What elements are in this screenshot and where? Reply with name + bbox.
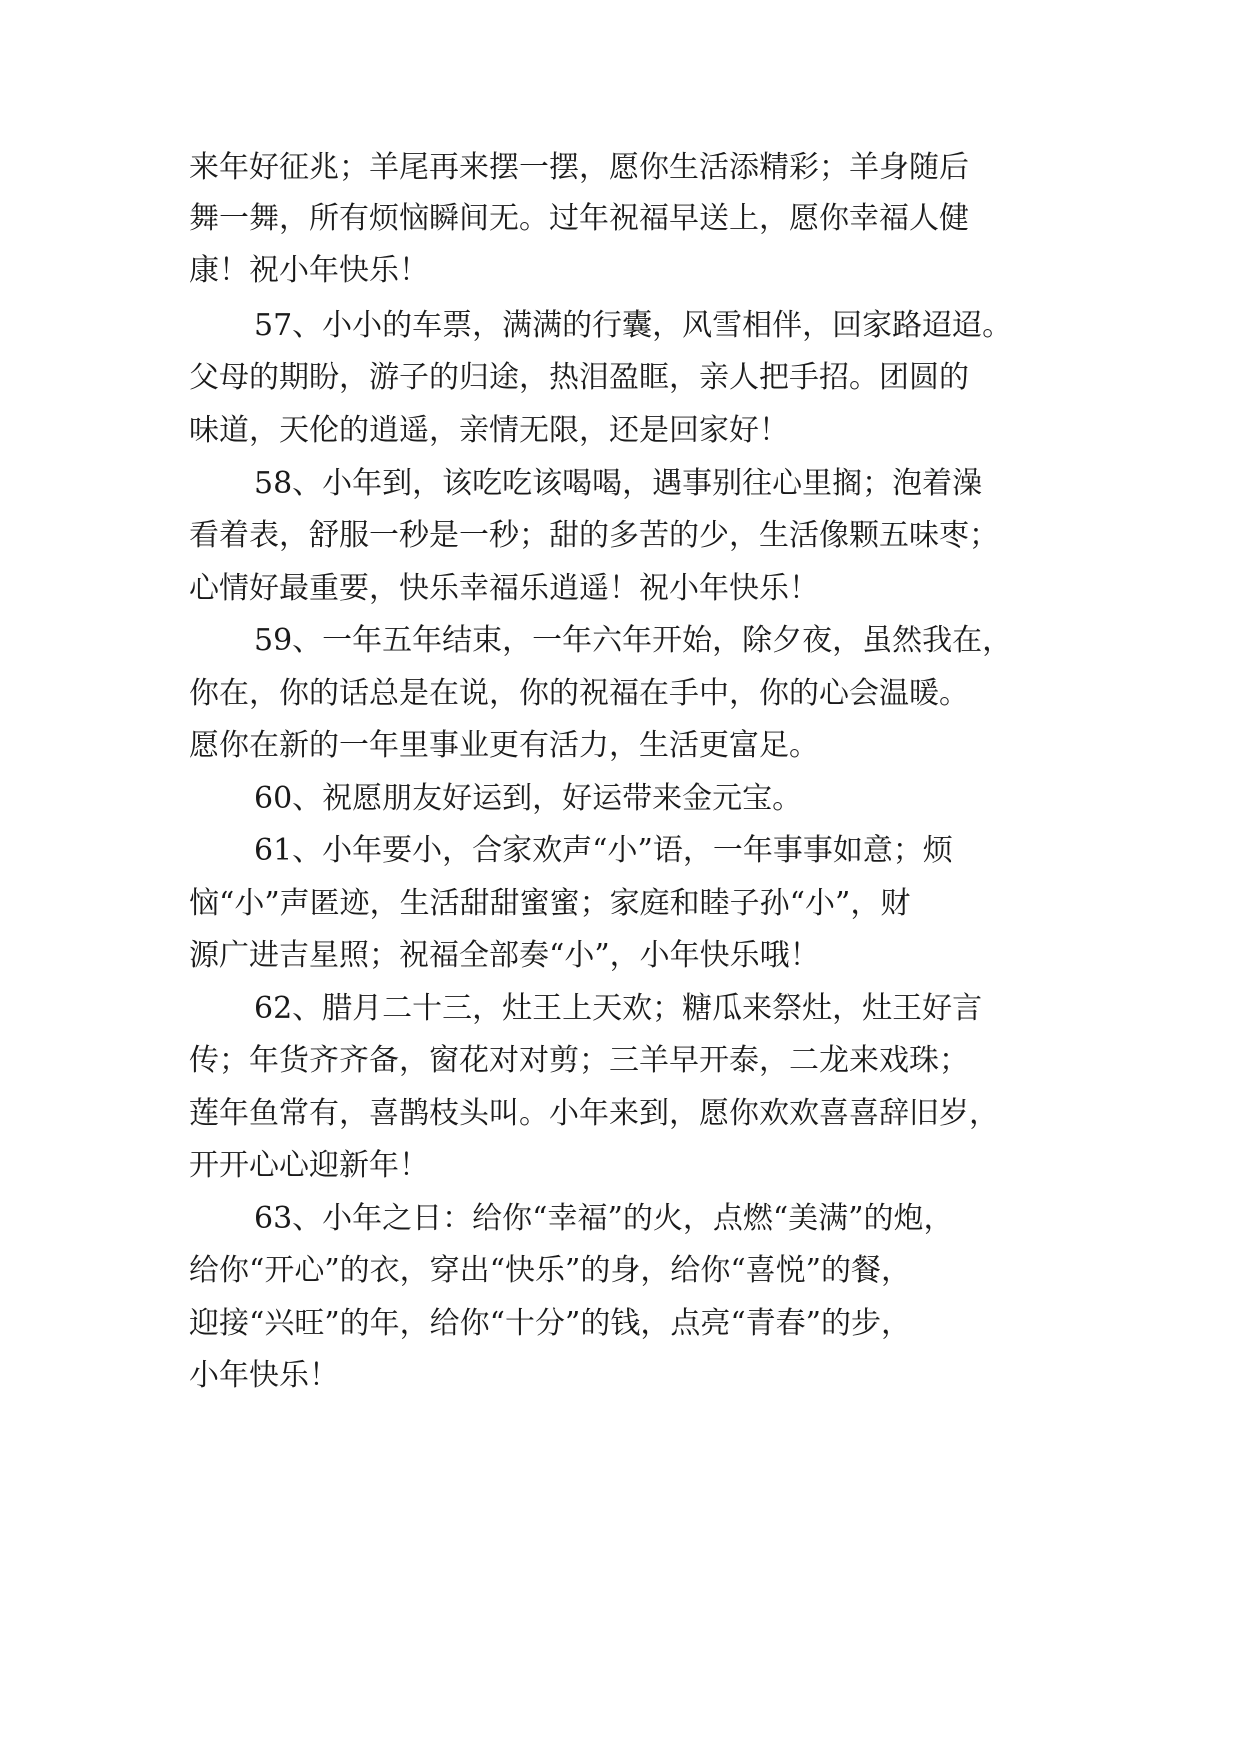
text-line: 小年快乐！ <box>189 1358 339 1393</box>
text-line: 父母的期盼，游子的归途，热泪盈眶，亲人把手招。团圆的 <box>189 360 969 395</box>
text-line: 愿你在新的一年里事业更有活力，生活更富足。 <box>189 728 819 763</box>
text-line: 你在，你的话总是在说，你的祝福在手中，你的心会温暖。 <box>189 676 969 711</box>
text-line: 源广进吉星照；祝福全部奏“小”，小年快乐哦！ <box>189 938 820 973</box>
paragraph-57-line: 57、小小的车票，满满的行囊，风雪相伴，回家路迢迢。 <box>254 308 1013 343</box>
paragraph-63-line: 63、小年之日：给你“幸福”的火，点燃“美满”的炮， <box>254 1201 954 1236</box>
paragraph-61-line: 61、小年要小，合家欢声“小”语，一年事事如意；烦 <box>254 833 953 868</box>
text-line: 看着表，舒服一秒是一秒；甜的多苦的少，生活像颗五味枣； <box>189 518 999 553</box>
text-line: 莲年鱼常有，喜鹊枝头叫。小年来到，愿你欢欢喜喜辞旧岁， <box>189 1096 999 1131</box>
paragraph-58-line: 58、小年到，该吃吃该喝喝，遇事别往心里搁；泡着澡 <box>254 466 983 501</box>
text-line: 传；年货齐齐备，窗花对对剪；三羊早开泰，二龙来戏珠； <box>189 1043 969 1078</box>
paragraph-60-line: 60、祝愿朋友好运到，好运带来金元宝。 <box>254 781 803 816</box>
text-line: 开开心心迎新年！ <box>189 1148 429 1183</box>
text-line: 味道，天伦的逍遥，亲情无限，还是回家好！ <box>189 413 789 448</box>
text-line: 来年好征兆；羊尾再来摆一摆，愿你生活添精彩；羊身随后 <box>189 150 969 185</box>
text-line: 迎接“兴旺”的年，给你“十分”的钱，点亮“青春”的步， <box>189 1306 912 1341</box>
text-line: 恼“小”声匿迹，生活甜甜蜜蜜；家庭和睦子孙“小”，财 <box>189 886 911 921</box>
text-line: 心情好最重要，快乐幸福乐逍遥！祝小年快乐！ <box>189 571 819 606</box>
text-line: 给你“开心”的衣，穿出“快乐”的身，给你“喜悦”的餐， <box>189 1253 912 1288</box>
text-line: 康！祝小年快乐！ <box>189 253 429 288</box>
paragraph-59-line: 59、一年五年结束，一年六年开始，除夕夜，虽然我在， <box>254 623 1013 658</box>
text-line: 舞一舞，所有烦恼瞬间无。过年祝福早送上，愿你幸福人健 <box>189 201 969 236</box>
paragraph-62-line: 62、腊月二十三，灶王上天欢；糖瓜来祭灶，灶王好言 <box>254 991 983 1026</box>
